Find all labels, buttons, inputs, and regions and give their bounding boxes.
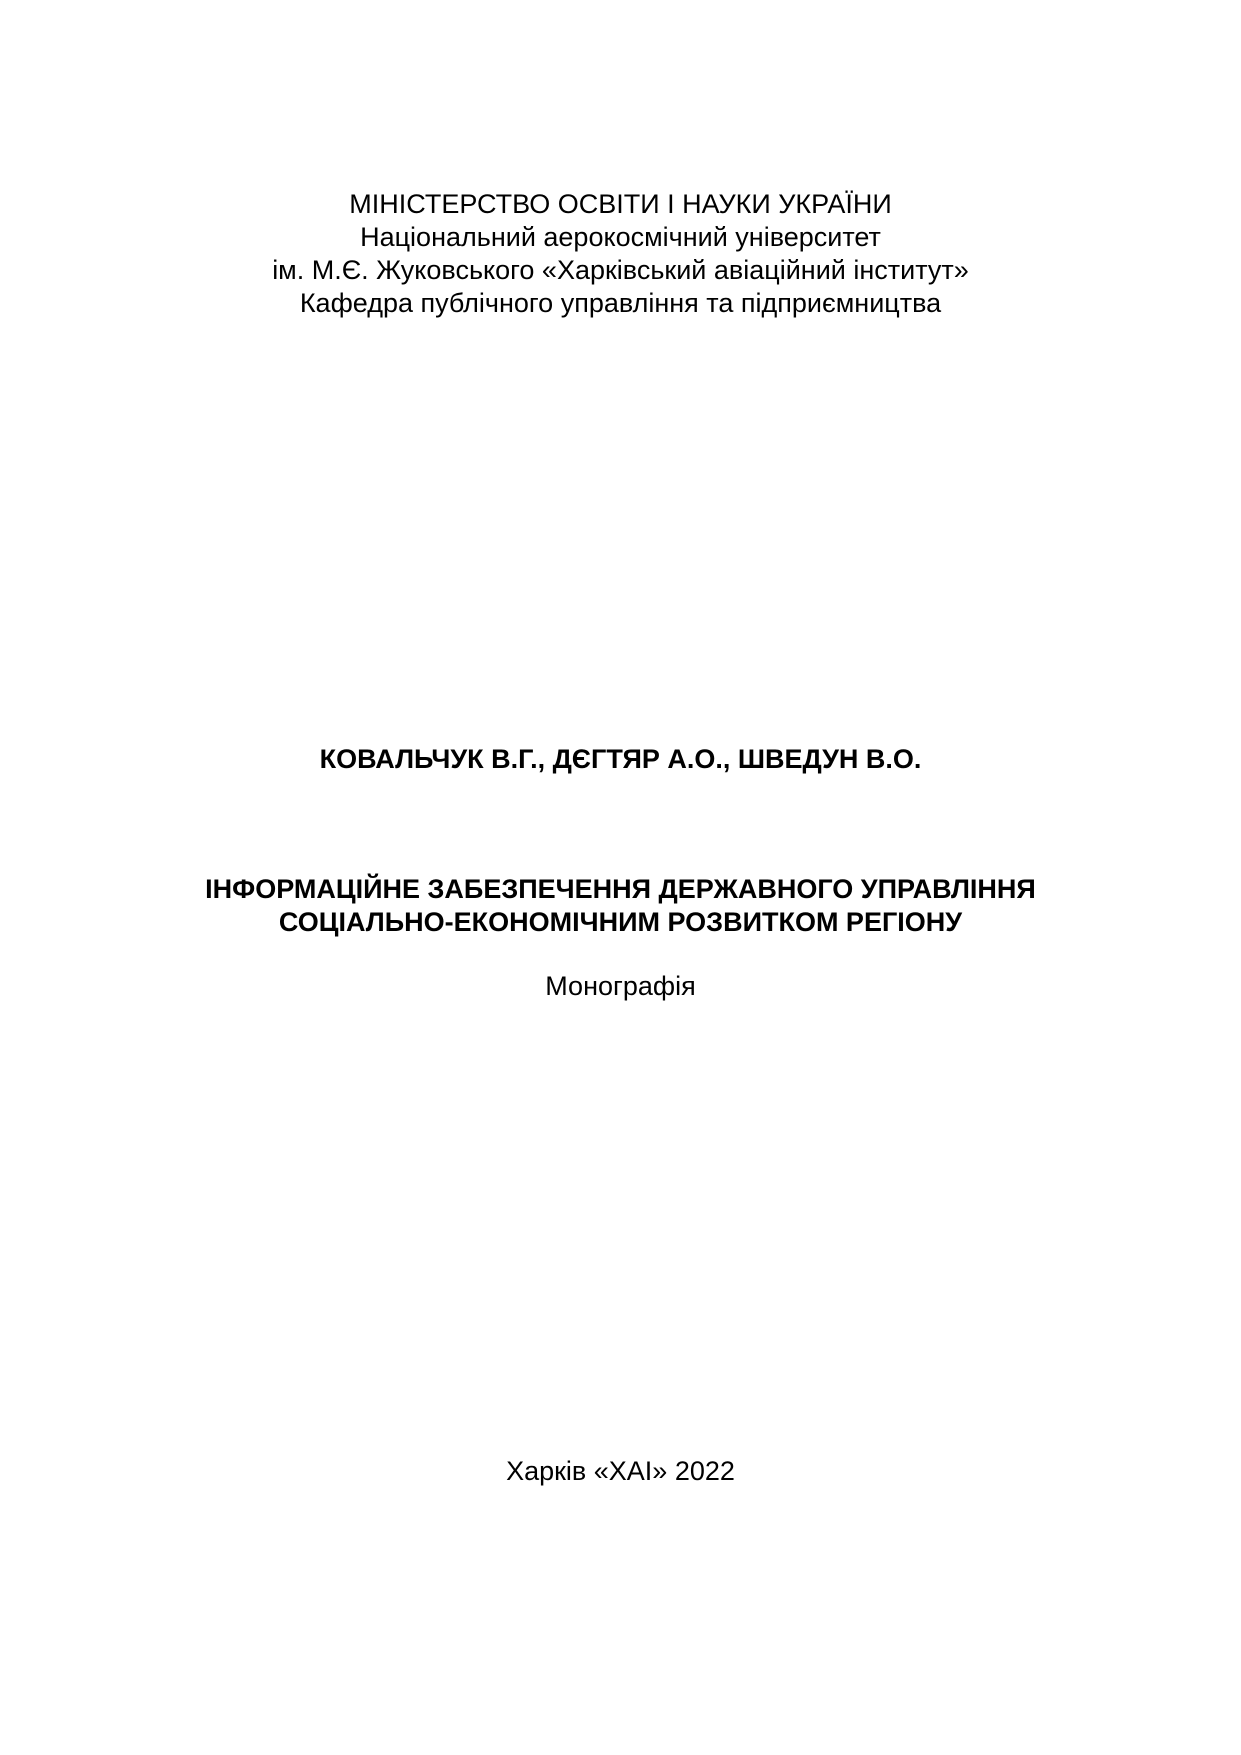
university-line: Національний аерокосмічний університет [360, 222, 881, 252]
imprint: Харків «ХАІ» 2022 [506, 1456, 735, 1486]
title-line-2: СОЦІАЛЬНО-ЕКОНОМІЧНИМ РОЗВИТКОМ РЕГІОНУ [278, 907, 963, 937]
document-type: Монографія [545, 971, 696, 1001]
title-line-1: ІНФОРМАЦІЙНЕ ЗАБЕЗПЕЧЕННЯ ДЕРЖАВНОГО УПРАВЛІННЯ [205, 874, 1036, 904]
ministry-line: МІНІСТЕРСТВО ОСВІТИ І НАУКИ УКРАЇНИ [349, 189, 892, 219]
authors: КОВАЛЬЧУК В.Г., ДЄГТЯР А.О., ШВЕДУН В.О. [319, 744, 922, 774]
department-line: Кафедра публічного управління та підприємництва [299, 288, 942, 318]
document-title [0, 873, 1241, 939]
university-name-line: ім. М.Є. Жуковського «Харківський авіаційний інститут» [272, 255, 969, 285]
institution-header [0, 188, 1241, 320]
